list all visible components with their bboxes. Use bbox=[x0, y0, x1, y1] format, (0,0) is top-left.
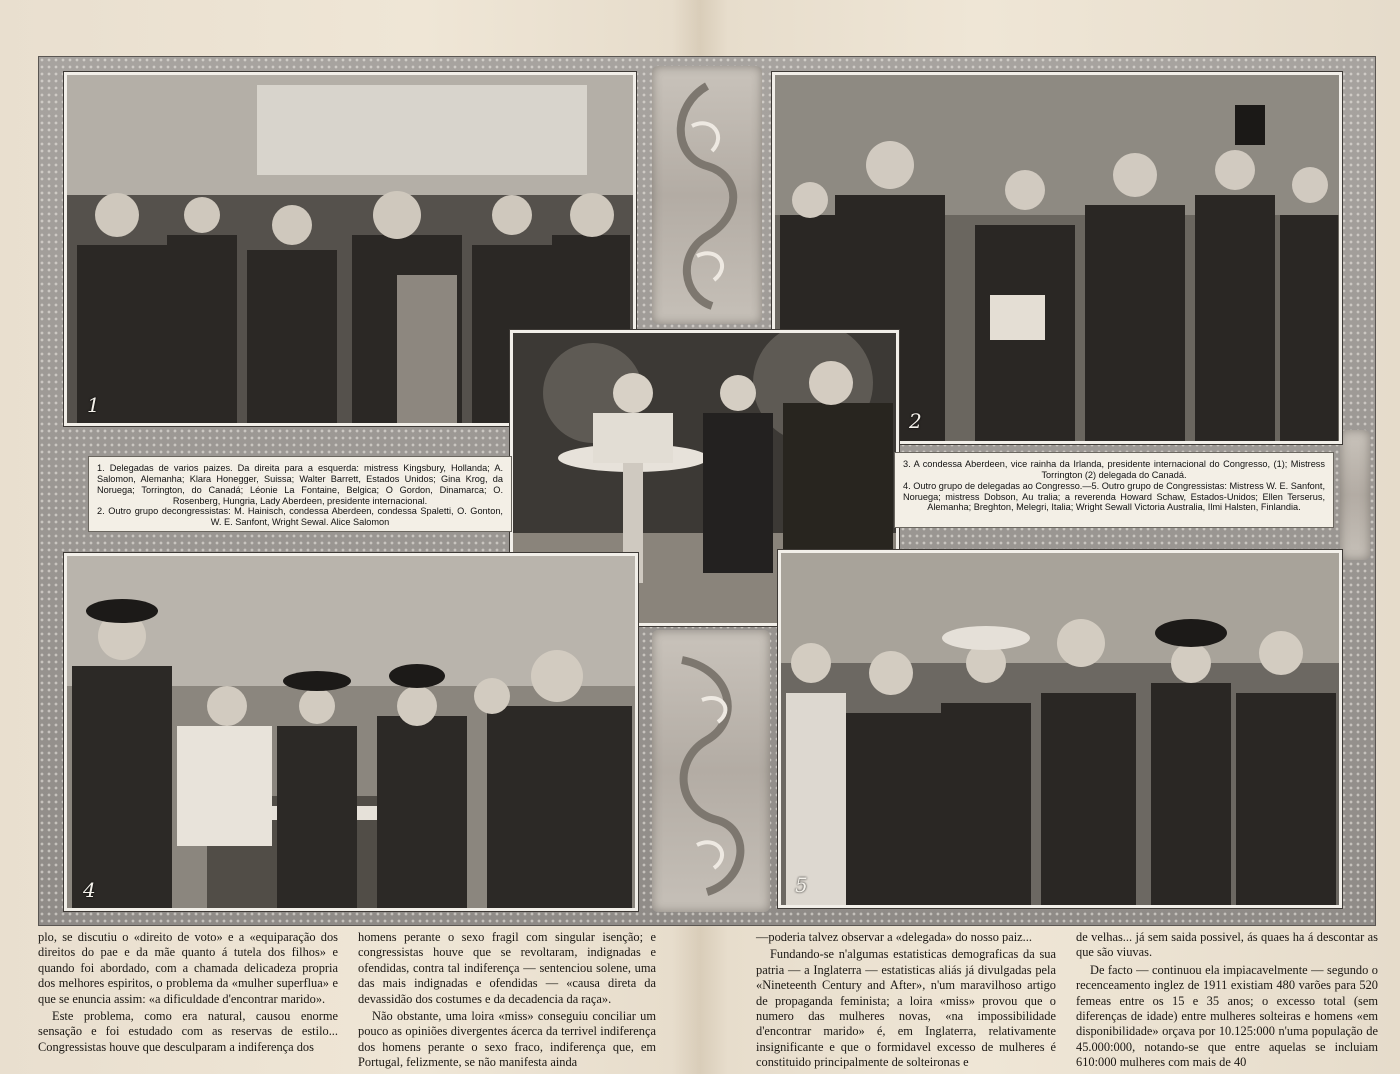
article-column-3 bbox=[756, 930, 1056, 1072]
caption-left bbox=[88, 456, 512, 532]
scroll-ornament-icon bbox=[652, 630, 770, 912]
article-column-2 bbox=[358, 930, 656, 1072]
article-column-1 bbox=[38, 930, 338, 1057]
article-paragraph: De facto — continuou ela impiacavelmente — segundo o recenceamento inglez de 1911 existiam 480 varões para 520 femeas entre os 15 e 35 anos; o excesso total (sem diferenças de idade) entre mulheres solteiras e homens «em disponibilidade» orçava por 10.125:000 n'uma população de 45.000:000, notando-se que entre aquelas se incluiam 610:000 mulheres com mais de 40 bbox=[1076, 962, 1378, 1069]
ornament-bottom-center bbox=[652, 630, 770, 912]
article-paragraph: Fundando-se n'algumas estatisticas demograficas da sua patria — a Inglaterra — estatisticas aliás já divulgadas pela «Nineteenth Century and After», n'um maravilhoso artigo de propaganda feminista; a loira «miss» provou que o numero das mulheres novas, «na impossibilidade d'encontrar marido» é, em Inglaterra, relativamente insignificante e que o formidavel excesso de mulheres é constituido principalmente de solteironas e bbox=[756, 947, 1056, 1069]
article-paragraph: de velhas... já sem saida possivel, ás quaes ha á descontar as que são viuvas. bbox=[1076, 930, 1378, 960]
caption-text: 2. Outro grupo decongressistas: M. Hainisch, condessa Aberdeen, condessa Spaletti, O. Gonton, W. E. Sanfont, Wright Sewal. Alice Salomon bbox=[97, 506, 503, 528]
article-paragraph: plo, se discutiu o «direito de voto» e a «equiparação dos direitos do pae e da mãe quanto á tutela dos filhos» e quando foi abordado, com a chamada delicadeza propria dos melhores espiritos, o problema da «mulher superflua» e que se enuncia assim: «a dificuldade d'encontrar marido». bbox=[38, 930, 338, 1006]
ornament-right-edge bbox=[1340, 430, 1370, 560]
photo-number: 1 bbox=[87, 393, 100, 417]
scroll-ornament-icon bbox=[652, 66, 762, 324]
photo-number: 4 bbox=[83, 878, 96, 902]
group-photo-icon bbox=[67, 556, 635, 908]
article-column-4 bbox=[1076, 930, 1378, 1072]
photo-number: 2 bbox=[909, 409, 922, 433]
article-paragraph: —poderia talvez observar a «delegada» do nosso paiz... bbox=[756, 930, 1032, 944]
caption-text: 4. Outro grupo de delegadas ao Congresso.—5. Outro grupo de Congressistas: Mistress W. E. Sanfont, Noruega; mistress Dobson, Au tralia; a reverenda Howard Schaw, Estados-Unidos; Ellen Terserus, Alemanha; Breghton, Melegri, Italia; Wright Sewall Victoria Australia, Ilmi Halsten, Finlandia. bbox=[903, 480, 1325, 513]
caption-text: 3. A condessa Aberdeen, vice rainha da Irlanda, presidente internacional do Congresso, (1); Mistress Torrington (2) delegada do Canadá. bbox=[903, 459, 1325, 480]
photo-4-delegates-seated bbox=[64, 553, 638, 911]
photo-5-congress-group bbox=[778, 550, 1342, 908]
article-paragraph: Este problema, como era natural, causou enorme sensação e foi estudado com as reservas de estilo... Congressistas houve que desculparam a indiferença dos bbox=[38, 1008, 338, 1054]
caption-right bbox=[894, 452, 1334, 528]
caption-text: 1. Delegadas de varios paizes. Da direita para a esquerda: mistress Kingsbury, Hollanda; A. Salomon, Alemanha; Klara Honegger, Suissa; Walter Barrett, Estados Unidos; Gina Krog, da Noruega; Torrington, do Canadá; Léonie La Fontaine, Belgica; O Gordon, Dinamarca; O. Rosenberg, Hungria, Lady Aberdeen, presidente internacional. bbox=[97, 463, 503, 506]
group-photo-icon bbox=[781, 553, 1339, 905]
article-paragraph: Não obstante, uma loira «miss» conseguiu conciliar um pouco as opiniões divergentes ácerca da terrivel indiferença dos homens perante o sexo fraco, indiferença que, em Portugal, felizmente, se não manifesta ainda bbox=[358, 1008, 656, 1069]
ornament-top-center bbox=[652, 66, 762, 324]
article-paragraph: homens perante o sexo fragil com singular isenção; e congressistas houve que se revoltaram, indignadas e ofendidas, contra tal indiferença — sentenciou solene, uma das mais indignadas e ofendidas — «causa direta da devassidão dos costumes e da decadencia da raça». bbox=[358, 930, 656, 1006]
photo-number: 5 bbox=[795, 873, 808, 897]
